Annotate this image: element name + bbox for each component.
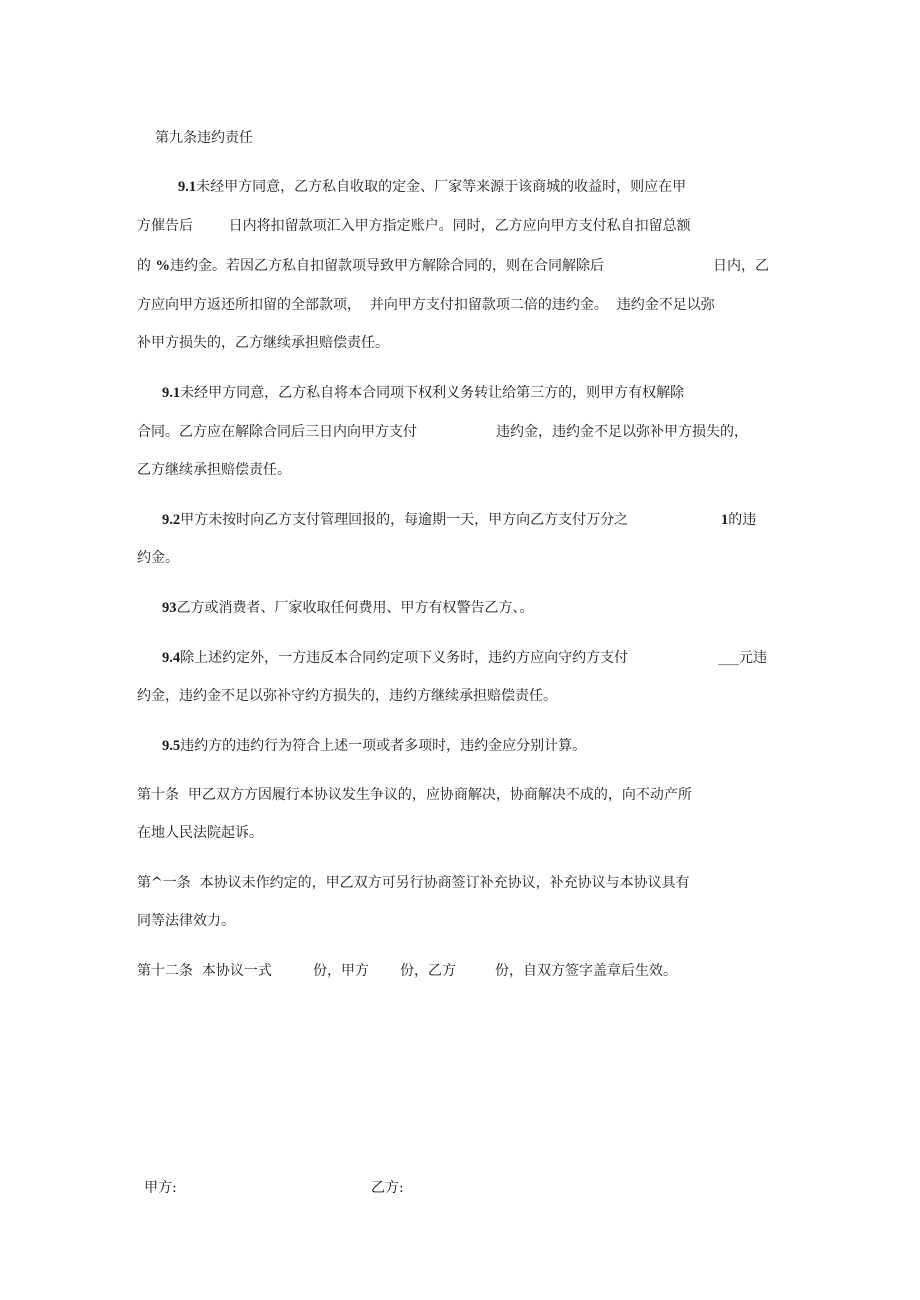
clause-number: 9.1 xyxy=(178,179,197,195)
clause-9-1b-line-3: 乙方继续承担赔偿责任。 xyxy=(137,462,291,478)
article10-line-2: 在地人民法院起诉。 xyxy=(137,825,263,841)
clause-text: 乙方或消费者、厂家收取任何费用、甲方有权警告乙方、。 xyxy=(176,600,534,616)
clause-text: 未经甲方同意，乙方私自将本合同项下权利义务转让给第三方的，则甲方有权解除 xyxy=(180,385,685,401)
clause-9-4-line-1-end: ___元违 xyxy=(718,650,767,666)
article12-part-3: 份，乙方 xyxy=(400,963,456,979)
clause-9-3-line-1 xyxy=(162,598,534,618)
clause-text: 违约方的违约行为符合上述一项或者多项时，违约金应分别计算。 xyxy=(180,738,587,754)
clause-text: 的违 xyxy=(728,512,757,528)
party-b-signature-label: 乙方: xyxy=(371,1180,404,1196)
clause-9-4-line-2: 约金，违约金不足以弥补守约方损失的，违约方继续承担赔偿责任。 xyxy=(137,688,557,704)
clause-text: 违约金。若因乙方私自扣留款项导致甲方解除合同的，则在合同解除后 xyxy=(169,258,604,274)
clause-9-1-line-3-end: 日内，乙 xyxy=(713,258,769,274)
article12-part-4: 份，自双方签字盖章后生效。 xyxy=(495,963,677,979)
article10-line-1: 第十条 甲乙双方方因履行本协议发生争议的，应协商解决，协商解决不成的，向不动产所 xyxy=(137,787,692,803)
clause-9-2-line-1-end xyxy=(721,510,756,530)
rate-number: 1 xyxy=(721,512,729,528)
clause-9-1b-line-2: 合同。乙方应在解除合同后三日内向甲方支付 xyxy=(137,424,417,440)
clause-9-1b-line-1 xyxy=(162,383,684,403)
clause-9-5-line-1 xyxy=(162,736,586,756)
clause-9-4-line-1 xyxy=(162,648,628,668)
clause-9-1-line-3 xyxy=(137,256,604,276)
clause-9-1-line-1 xyxy=(178,177,686,197)
article12-part-1: 第十二条 本协议一式 xyxy=(137,963,272,979)
clause-9-2-line-2: 约金。 xyxy=(137,550,179,566)
clause-9-1b-line-2-end: 违约金，违约金不足以弥补甲方损失的， xyxy=(496,424,748,440)
clause-number: 9.2 xyxy=(162,512,181,528)
article12-part-2: 份，甲方 xyxy=(313,963,369,979)
clause-text: 未经甲方同意，乙方私自收取的定金、厂家等来源于该商城的收益时，则应在甲 xyxy=(196,179,687,195)
clause-9-1-line-5: 补甲方损失的，乙方继续承担赔偿责任。 xyxy=(137,335,389,351)
clause-9-1-line-4: 方应向甲方返还所扣留的全部款项， 并向甲方支付扣留款项二倍的违约金。 违约金不足以弥 xyxy=(137,297,715,313)
clause-number: 9.4 xyxy=(162,650,181,666)
clause-text: 的 xyxy=(137,258,151,274)
clause-number: 93 xyxy=(162,600,177,616)
article11-line-2: 同等法律效力。 xyxy=(137,913,235,929)
article11-line-1: 第^一条 本协议未作约定的，甲乙双方可另行协商签订补充协议，补充协议与本协议具有 xyxy=(137,875,690,891)
clause-9-2-line-1 xyxy=(162,510,628,530)
clause-number: 9.1 xyxy=(162,385,181,401)
clause-text: 除上述约定外，一方违反本合同约定项下义务时，违约方应向守约方支付 xyxy=(180,650,629,666)
clause-number: 9.5 xyxy=(162,738,181,754)
percent-sign: % xyxy=(155,258,170,274)
clause-text: 甲方未按时向乙方支付管理回报的，每逾期一天，甲方向乙方支付万分之 xyxy=(180,512,629,528)
party-a-signature-label: 甲方: xyxy=(144,1180,177,1196)
clause-9-1-line-2: 方催告后 日内将扣留款项汇入甲方指定账户。同时，乙方应向甲方支付私自扣留总额 xyxy=(137,218,691,234)
article9-title: 第九条违约责任 xyxy=(155,130,253,146)
